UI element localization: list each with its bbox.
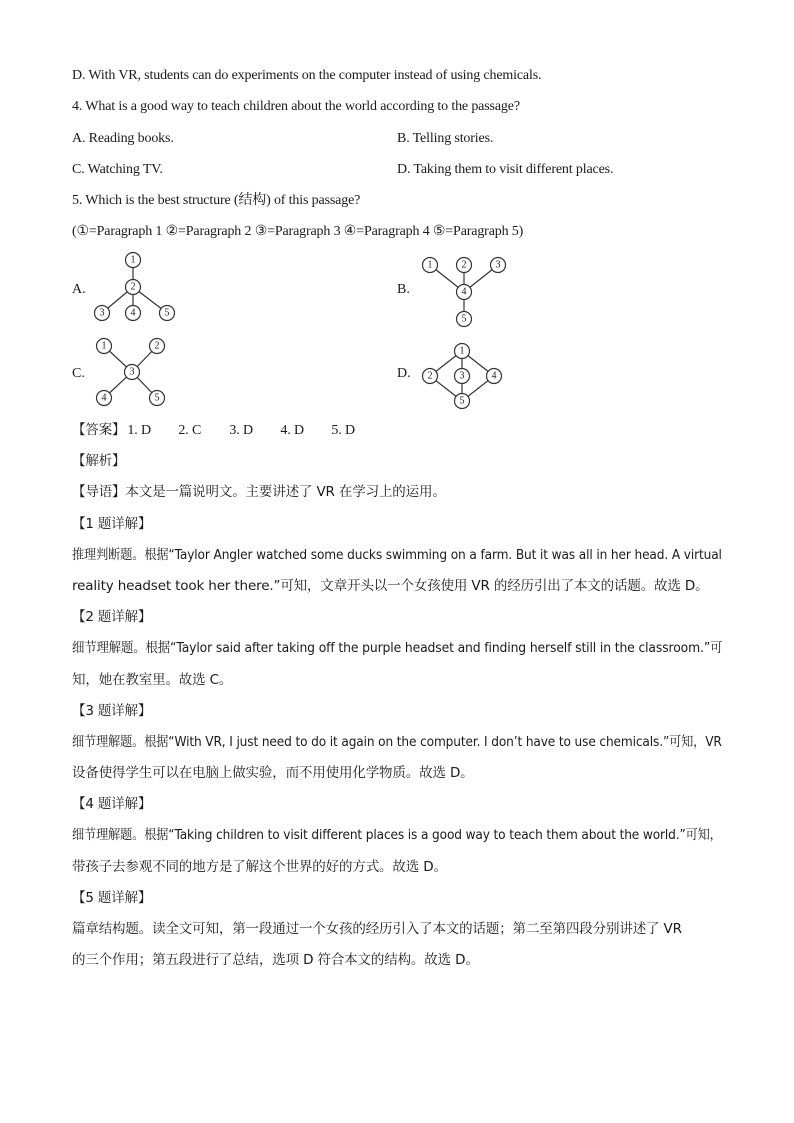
q4-option-a: A. Reading books. xyxy=(72,131,174,146)
structure-diagram-c xyxy=(92,335,182,410)
detail-1-line-1: 推理判断题。根据“Taylor Angler watched some ducks swimming on a farm. But it was all in her head. A virtual xyxy=(72,547,722,563)
detail-3-heading: 【3 题详解】 xyxy=(72,703,152,719)
answer-tag: 【答案】 xyxy=(72,422,126,438)
svg-text:4: 4 xyxy=(491,370,497,382)
q5-legend: (①=Paragraph 1 ②=Paragraph 2 ③=Paragraph 3 ④=Paragraph 4 ⑤=Paragraph 5) xyxy=(72,224,524,239)
answer-item: 5. D xyxy=(331,423,355,438)
svg-text:5: 5 xyxy=(461,313,467,325)
guide-text: 【导语】本文是一篇说明文。主要讲述了 VR 在学习上的运用。 xyxy=(72,484,446,500)
node-5 xyxy=(150,391,165,406)
svg-text:1: 1 xyxy=(459,345,465,357)
q3-option-d: D. With VR, students can do experiments on the computer instead of using chemicals. xyxy=(72,68,542,83)
svg-text:3: 3 xyxy=(495,259,501,271)
answer-item: 2. C xyxy=(178,423,202,438)
detail-1-line-2: reality headset took her there.”可知，文章开头以一个女孩使用 VR 的经历引出了本文的话题。故选 D。 xyxy=(72,578,709,594)
q5-option-c-label: C. xyxy=(72,366,85,381)
q4-option-b: B. Telling stories. xyxy=(397,131,494,146)
node-1 xyxy=(97,339,112,354)
detail-1-heading: 【1 题详解】 xyxy=(72,516,152,532)
q4-option-c: C. Watching TV. xyxy=(72,162,163,177)
detail-3-line-1: 细节理解题。根据“With VR, I just need to do it again on the computer. I don’t have to use chemicals.”可知，VR xyxy=(72,734,722,750)
q5-option-b-label: B. xyxy=(397,282,410,297)
analysis-heading: 【解析】 xyxy=(72,453,126,469)
svg-text:5: 5 xyxy=(459,395,465,407)
svg-text:2: 2 xyxy=(130,281,136,293)
detail-3-line-2: 设备使得学生可以在电脑上做实验，而不用使用化学物质。故选 D。 xyxy=(72,765,474,781)
node-5 xyxy=(160,306,175,321)
svg-text:2: 2 xyxy=(427,370,433,382)
node-5 xyxy=(455,394,470,409)
answer-item: 4. D xyxy=(280,423,304,438)
answer-item: 3. D xyxy=(229,423,253,438)
q4-option-d: D. Taking them to visit different places. xyxy=(397,162,614,177)
detail-4-line-1: 细节理解题。根据“Taking children to visit different places is a good way to teach them about the world.”可知， xyxy=(72,827,722,843)
detail-5-heading: 【5 题详解】 xyxy=(72,890,152,906)
answer-item: 1. D xyxy=(127,423,151,438)
detail-5-line-1: 篇章结构题。读全文可知，第一段通过一个女孩的经历引入了本文的话题；第二至第四段分别讲述了 VR xyxy=(72,921,682,937)
svg-text:4: 4 xyxy=(101,392,107,404)
detail-2-line-2: 知，她在教室里。故选 C。 xyxy=(72,672,233,688)
node-2 xyxy=(126,280,141,295)
q5-question: 5. Which is the best structure (结构) of this passage? xyxy=(72,193,361,208)
node-3 xyxy=(125,365,140,380)
svg-text:2: 2 xyxy=(154,340,160,352)
structure-diagram-d xyxy=(418,341,508,411)
svg-text:4: 4 xyxy=(461,286,467,298)
node-1 xyxy=(455,344,470,359)
svg-text:4: 4 xyxy=(130,307,136,319)
svg-text:5: 5 xyxy=(164,307,170,319)
detail-4-heading: 【4 题详解】 xyxy=(72,796,152,812)
node-3 xyxy=(455,369,470,384)
structure-diagram-a xyxy=(88,250,188,325)
svg-text:1: 1 xyxy=(427,259,433,271)
answer-line xyxy=(72,421,382,440)
node-4 xyxy=(487,369,502,384)
q5-option-a-label: A. xyxy=(72,282,86,297)
node-2 xyxy=(150,339,165,354)
detail-2-heading: 【2 题详解】 xyxy=(72,609,152,625)
svg-text:1: 1 xyxy=(101,340,107,352)
svg-text:3: 3 xyxy=(99,307,105,319)
structure-diagram-b xyxy=(415,253,515,338)
node-1 xyxy=(126,253,141,268)
q5-option-d-label: D. xyxy=(397,366,411,381)
node-3 xyxy=(491,258,506,273)
node-2 xyxy=(457,258,472,273)
node-5 xyxy=(457,312,472,327)
svg-text:2: 2 xyxy=(461,259,467,271)
node-4 xyxy=(457,285,472,300)
node-1 xyxy=(423,258,438,273)
svg-text:5: 5 xyxy=(154,392,160,404)
detail-4-line-2: 带孩子去参观不同的地方是了解这个世界的好的方式。故选 D。 xyxy=(72,859,447,875)
svg-text:1: 1 xyxy=(130,254,136,266)
node-2 xyxy=(423,369,438,384)
svg-text:3: 3 xyxy=(129,366,135,378)
node-3 xyxy=(95,306,110,321)
node-4 xyxy=(97,391,112,406)
detail-2-line-1: 细节理解题。根据“Taylor said after taking off the purple headset and finding herself still in the classroom.”可 xyxy=(72,640,723,656)
svg-text:3: 3 xyxy=(459,370,465,382)
q4-question: 4. What is a good way to teach children about the world according to the passage? xyxy=(72,99,520,114)
node-4 xyxy=(126,306,141,321)
detail-5-line-2: 的三个作用；第五段进行了总结，选项 D 符合本文的结构。故选 D。 xyxy=(72,952,479,968)
